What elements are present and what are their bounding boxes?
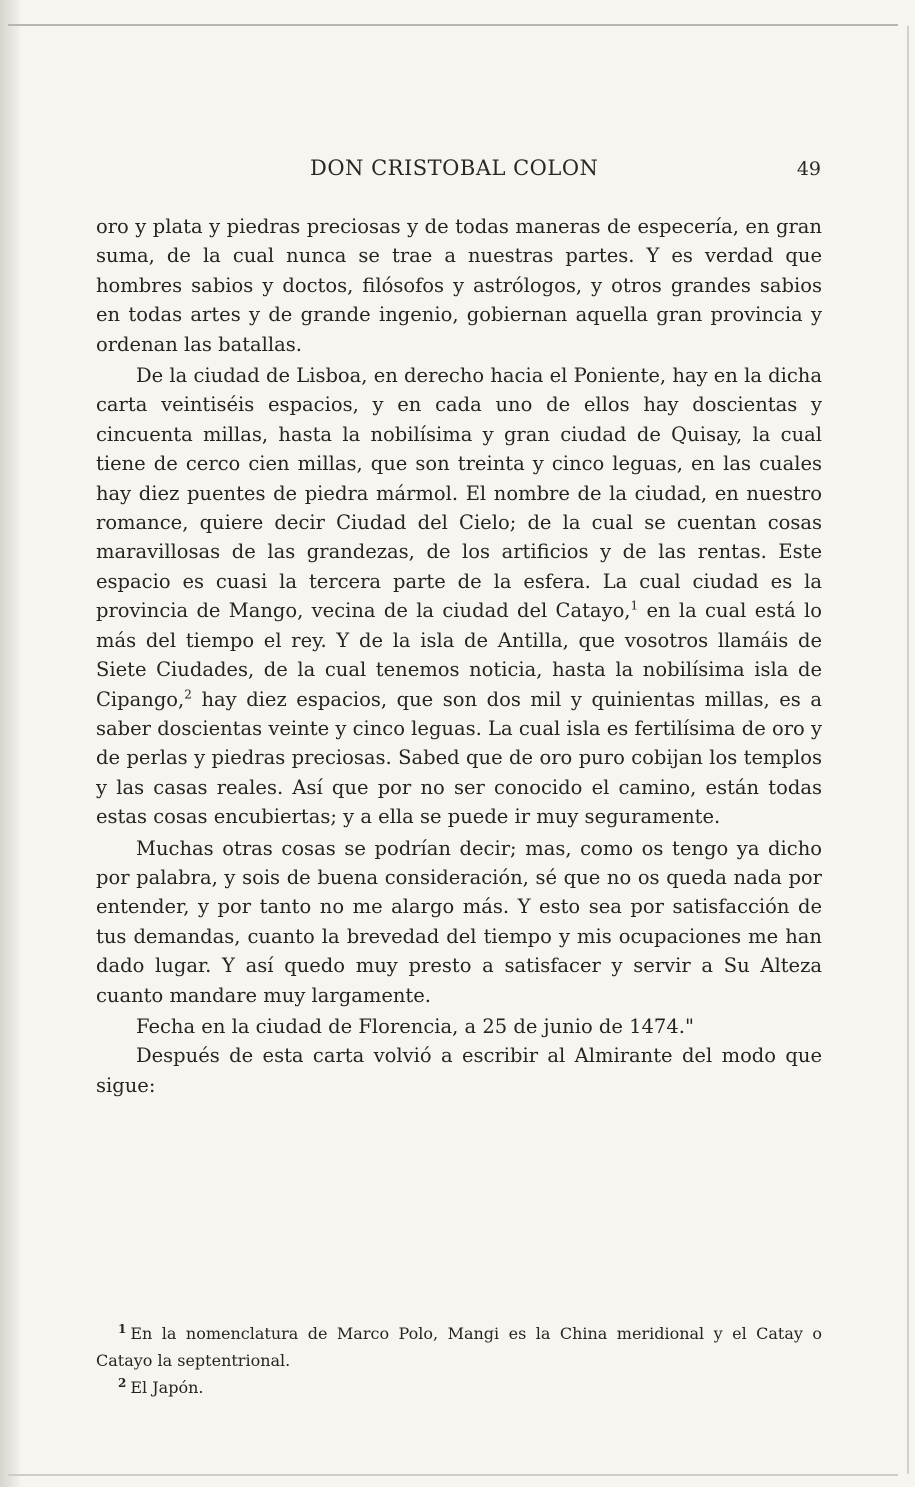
page-right-edge bbox=[907, 26, 909, 1474]
paragraph-1: oro y plata y piedras preciosas y de todas maneras de especería, en gran suma, de la cual nunca se trae a nuestras partes. Y es verdad que hombres sabios y doctos, filósofos y astrólogos, y otros grandes sabios en todas artes y de grande ingenio, gobiernan aquella gran provincia y ordenan las batallas. bbox=[96, 215, 822, 356]
footnote-2 bbox=[96, 1374, 822, 1401]
paragraph-5: Después de esta carta volvió a escribir al Almirante del modo que sigue: bbox=[96, 1044, 822, 1097]
paragraph-3: Muchas otras cosas se podrían decir; mas, como os tengo ya dicho por palabra, y sois de buena consideración, sé que no os queda nada por entender, y por tanto no me alargo más. Y esto sea por satisfacción de tus demandas, cuanto la brevedad del tiempo y mis ocupaciones me han dado lugar. Y así quedo muy presto a satisfacer y servir a Su Alteza cuanto mandare muy largamente. bbox=[96, 836, 822, 1007]
footnote-text-1: En la nomenclatura de Marco Polo, Mangi es la China meridional y el Catay o Catayo la septentrional. bbox=[96, 1324, 822, 1370]
scan-shadow-left bbox=[0, 0, 20, 1487]
footnotes bbox=[96, 1320, 822, 1401]
footnote-1 bbox=[96, 1320, 822, 1374]
footnote-number-2: 2 bbox=[118, 1375, 127, 1390]
page-bottom-edge bbox=[8, 1474, 898, 1476]
footnote-ref-1: 1 bbox=[630, 598, 639, 613]
page-top-edge bbox=[8, 24, 898, 26]
running-title: DON CRISTOBAL COLON bbox=[310, 156, 599, 180]
page-number: 49 bbox=[796, 158, 821, 180]
page-header bbox=[100, 150, 825, 186]
footnote-ref-2: 2 bbox=[184, 687, 192, 701]
paragraph-4: Fecha en la ciudad de Florencia, a 25 de junio de 1474." bbox=[136, 1014, 694, 1038]
paragraph-2-part-1: De la ciudad de Lisboa, en derecho hacia el Poniente, hay en la dicha carta veintiséis espacios, y en cada uno de ellos hay doscientas y cincuenta millas, hasta la nobilísima y gran ciudad de Quisay, la cual tiene de cerco cien millas, que son treinta y cinco leguas, en las cuales hay diez puentes de piedra mármol. El nombre de la ciudad, en nuestro romance, quiere decir Ciudad del Cielo; de la cual se cuentan cosas maravillosas de las grandezas, de los artificios y de las rentas. Este espacio es cuasi la tercera parte de la esfera. La cual ciudad es la provincia de Mango, vecina de la ciudad del Catayo, bbox=[96, 364, 822, 623]
body-text bbox=[96, 212, 822, 1100]
footnote-text-2: El Japón. bbox=[130, 1378, 204, 1397]
paragraph-2 bbox=[96, 361, 822, 832]
footnote-number-1: 1 bbox=[118, 1321, 127, 1336]
paragraph-2-part-3: hay diez espacios, que son dos mil y quinientas millas, es a saber doscientas veinte y cinco leguas. La cual isla es fertilísima de oro y de perlas y piedras preciosas. Sabed que de oro puro cobijan los templos y las casas reales. Así que por no ser conocido el camino, están todas estas cosas encubiertas; y a ella se puede ir muy seguramente. bbox=[96, 687, 822, 829]
paragraph-2-part-2: en la cual está lo más del tiempo el rey. Y de la isla de Antilla, que vosotros llamáis de Siete Ciudades, de la cual tenemos noticia, hasta la nobilísima isla de Cipango, bbox=[96, 599, 822, 711]
